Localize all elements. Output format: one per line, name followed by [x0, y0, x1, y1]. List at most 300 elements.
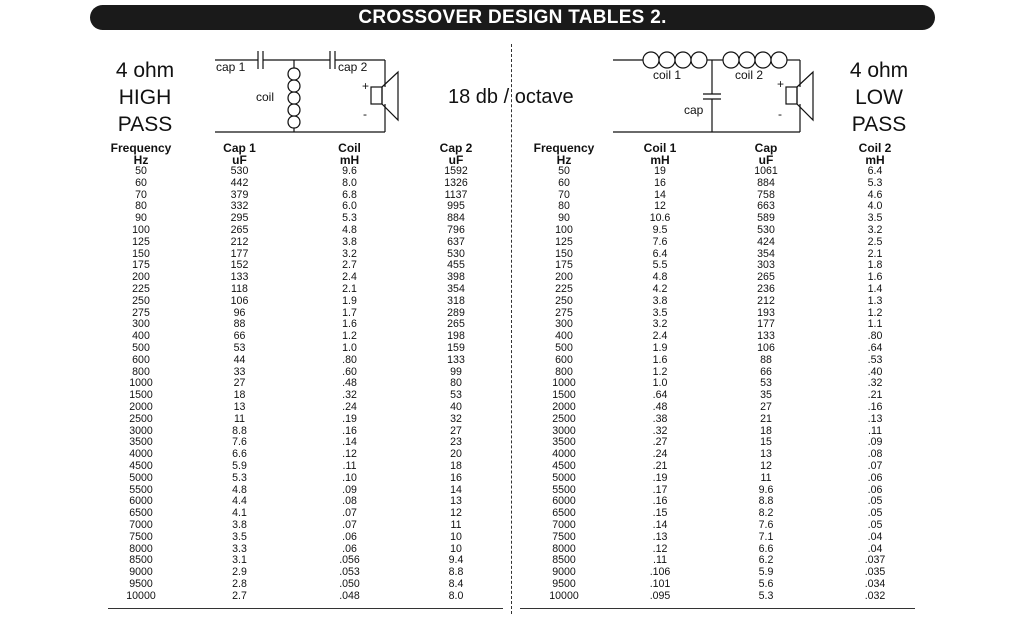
table-cell: 400 [132, 330, 150, 343]
table-cell: .40 [867, 365, 883, 378]
table-cell: 289 [447, 306, 465, 319]
table-row [518, 449, 928, 461]
table-cell: .12 [652, 542, 668, 555]
minus-sign: - [363, 107, 367, 121]
table-cell: 13 [450, 495, 462, 508]
table-cell: 2.7 [232, 589, 247, 602]
table-cell: .12 [342, 448, 357, 461]
table-cell: .053 [339, 566, 360, 579]
section-divider [511, 44, 512, 614]
table-cell: 175 [555, 259, 573, 272]
table-cell: 2000 [552, 400, 576, 413]
minus-sign: - [778, 107, 782, 121]
table-cell: 1.4 [867, 282, 883, 295]
table-cell: .048 [339, 589, 360, 602]
table-cell: 1500 [552, 389, 576, 402]
table-cell: 8500 [129, 554, 153, 567]
table-cell: 6.2 [758, 554, 774, 567]
table-row [518, 213, 928, 225]
table-cell: 1.2 [342, 330, 357, 343]
table-cell: .11 [342, 459, 357, 472]
table-cell: 9.6 [342, 165, 357, 177]
table-cell: 27 [760, 400, 772, 413]
table-cell: 4.1 [232, 507, 247, 520]
table-cell: 1592 [444, 165, 468, 177]
table-cell: .10 [342, 471, 357, 484]
table-cell: 1061 [754, 165, 778, 177]
table-row [100, 437, 510, 449]
table-cell: 1.9 [342, 294, 357, 307]
table-row [100, 414, 510, 426]
table-cell: 9000 [552, 566, 576, 579]
table-cell: 8.0 [448, 589, 464, 602]
table-cell: 53 [233, 341, 246, 354]
table-cell: 3.1 [232, 554, 247, 567]
table-row [100, 473, 510, 485]
table-cell: 1500 [129, 389, 153, 402]
table-cell: 100 [555, 223, 573, 236]
table-cell: 60 [558, 176, 570, 189]
table-row [100, 390, 510, 402]
table-row [100, 461, 510, 473]
table-cell: 6.4 [652, 247, 668, 260]
table-row [518, 437, 928, 449]
table-cell: 80 [558, 200, 570, 213]
table-cell: 265 [447, 318, 465, 331]
cap1-label: cap 1 [216, 60, 246, 74]
table-cell: 800 [132, 365, 150, 378]
table-cell: .05 [867, 507, 883, 520]
table-cell: .32 [342, 389, 357, 402]
table-cell: 11 [450, 518, 462, 531]
table-cell: .09 [342, 483, 357, 496]
table-cell: 10.6 [649, 212, 671, 225]
table-cell: 133 [757, 330, 775, 343]
table-cell: .08 [867, 448, 883, 461]
table-cell: .11 [868, 424, 882, 437]
table-cell: 5.3 [867, 176, 883, 189]
table-row [518, 414, 928, 426]
table-cell: 18 [450, 459, 462, 472]
column-header: Coil 2 mH [858, 141, 892, 167]
table-cell: 637 [447, 235, 465, 248]
table-cell: 2500 [129, 412, 153, 425]
table-cell: 14 [450, 483, 462, 496]
table-cell: 5.3 [758, 589, 774, 602]
table-cell: 14 [654, 188, 666, 201]
table-cell: 35 [760, 389, 772, 402]
table-cell: .06 [867, 483, 883, 496]
table-cell: 177 [230, 247, 249, 260]
table-cell: 884 [757, 176, 775, 189]
table-cell: 4500 [129, 459, 153, 472]
table-cell: 118 [231, 282, 248, 295]
table-cell: 3.5 [867, 212, 883, 225]
table-cell: 4000 [552, 448, 576, 461]
table-cell: .19 [342, 412, 357, 425]
table-row [518, 485, 928, 497]
table-cell: 7000 [129, 518, 153, 531]
table-row [100, 225, 510, 237]
table-row [100, 508, 510, 520]
table-cell: 8.8 [758, 495, 774, 508]
table-cell: 2.4 [652, 330, 668, 343]
table-cell: 758 [757, 188, 775, 201]
table-cell: 99 [450, 365, 462, 378]
table-cell: 1326 [444, 176, 468, 189]
table-cell: 4.0 [867, 200, 883, 213]
table-cell: 1.9 [652, 341, 668, 354]
table-cell: 1.1 [867, 318, 883, 331]
table-cell: .13 [867, 412, 883, 425]
table-cell: 6000 [552, 495, 576, 508]
table-cell: 6.4 [867, 165, 883, 177]
table-cell: .09 [867, 436, 883, 449]
table-cell: .037 [864, 554, 886, 567]
table-cell: 332 [230, 200, 249, 213]
table-cell: .032 [864, 589, 886, 602]
table-cell: 9.4 [448, 554, 464, 567]
coil2-winding [723, 52, 787, 60]
table-cell: .24 [652, 448, 668, 461]
table-cell: 1.0 [652, 377, 668, 390]
table-cell: .08 [342, 495, 357, 508]
table-cell: 50 [558, 165, 570, 177]
bottom-rule [108, 608, 503, 609]
table-cell: 884 [447, 212, 465, 225]
table-cell: 175 [132, 259, 150, 272]
table-row [518, 473, 928, 485]
table-cell: 7500 [552, 530, 576, 543]
table-cell: 530 [230, 165, 249, 177]
low-pass-label [834, 57, 924, 138]
table-cell: 44 [233, 353, 246, 366]
table-cell: .32 [652, 424, 668, 437]
high-pass-table [100, 143, 510, 602]
table-cell: .106 [649, 566, 671, 579]
table-cell: 12 [760, 459, 772, 472]
table-cell: 152 [230, 259, 249, 272]
table-cell: 150 [555, 247, 573, 260]
table-cell: 10000 [549, 589, 579, 602]
table-cell: 8000 [552, 542, 576, 555]
table-cell: .80 [867, 330, 883, 343]
table-cell: 442 [230, 176, 249, 189]
table-cell: .60 [342, 365, 357, 378]
table-cell: .16 [342, 424, 357, 437]
table-cell: 16 [450, 471, 462, 484]
table-cell: .050 [339, 577, 360, 590]
table-cell: 10000 [126, 589, 156, 602]
table-cell: 200 [555, 271, 573, 284]
table-cell: 5000 [552, 471, 576, 484]
table-cell: 9500 [552, 577, 576, 590]
table-cell: .14 [342, 436, 357, 449]
table-cell: 3.8 [342, 235, 357, 248]
table-cell: 4.6 [867, 188, 883, 201]
table-cell: 177 [757, 318, 775, 331]
plus-sign: + [362, 79, 370, 93]
table-cell: .48 [342, 377, 357, 390]
table-cell: 354 [447, 282, 465, 295]
table-cell: 9000 [129, 566, 153, 579]
table-row [100, 402, 510, 414]
table-cell: 159 [447, 341, 465, 354]
table-cell: 250 [555, 294, 573, 307]
table-cell: 7000 [552, 518, 576, 531]
table-cell: 33 [233, 365, 246, 378]
table-cell: 5.5 [652, 259, 668, 272]
table-row [100, 343, 510, 355]
page-title: CROSSOVER DESIGN TABLES 2. [90, 5, 935, 30]
table-cell: 5.3 [342, 212, 357, 225]
table-cell: 5500 [552, 483, 576, 496]
table-cell: .06 [867, 471, 883, 484]
table-cell: 4.8 [342, 223, 357, 236]
table-cell: 18 [760, 424, 772, 437]
table-cell: 193 [757, 306, 775, 319]
table-cell: .07 [867, 459, 883, 472]
table-cell: 80 [450, 377, 462, 390]
table-cell: 265 [230, 223, 249, 236]
high-pass-word2: PASS [117, 113, 173, 136]
table-cell: 3.3 [232, 542, 247, 555]
table-cell: .06 [342, 542, 357, 555]
table-row [518, 319, 928, 331]
table-cell: 3.8 [232, 518, 247, 531]
cap-label: cap [684, 103, 704, 117]
table-cell: 236 [757, 282, 775, 295]
table-cell: 600 [555, 353, 573, 366]
table-cell: 1.2 [652, 365, 668, 378]
table-cell: .06 [342, 530, 357, 543]
table-cell: .15 [652, 507, 668, 520]
table-cell: .07 [342, 518, 357, 531]
table-cell: 3500 [129, 436, 153, 449]
table-cell: 265 [757, 271, 775, 284]
table-cell: 50 [135, 165, 147, 177]
table-row [100, 378, 510, 390]
table-cell: .38 [652, 412, 668, 425]
table-row [518, 402, 928, 414]
table-cell: 106 [757, 341, 775, 354]
column-header: Cap 2 uF [439, 141, 473, 167]
table-row [518, 201, 928, 213]
table-cell: 8.4 [448, 577, 464, 590]
table-cell: 66 [233, 330, 246, 343]
table-cell: 8.8 [448, 566, 464, 579]
table-cell: 589 [757, 212, 775, 225]
table-cell: .80 [342, 353, 357, 366]
table-cell: .16 [652, 495, 668, 508]
table-cell: 796 [447, 223, 465, 236]
table-row [518, 579, 928, 591]
table-cell: 19 [654, 165, 666, 177]
table-row [100, 496, 510, 508]
table-cell: .11 [653, 554, 667, 567]
table-cell: 6.8 [342, 188, 357, 201]
table-cell: 1.0 [342, 341, 357, 354]
table-cell: 9500 [129, 577, 153, 590]
table-row [100, 520, 510, 532]
column-header: Coil mH [338, 141, 361, 167]
table-cell: 53 [760, 377, 772, 390]
table-cell: 318 [447, 294, 465, 307]
table-cell: 379 [230, 188, 249, 201]
table-cell: .056 [339, 554, 360, 567]
table-cell: .101 [649, 577, 671, 590]
table-row [100, 355, 510, 367]
table-cell: 1.8 [867, 259, 883, 272]
table-cell: 1137 [444, 188, 468, 201]
table-cell: 800 [555, 365, 573, 378]
table-row [518, 178, 928, 190]
table-cell: 530 [447, 247, 465, 260]
table-cell: 88 [233, 318, 246, 331]
table-cell: 303 [757, 259, 775, 272]
table-cell: 7.6 [232, 436, 247, 449]
table-cell: 3.5 [232, 530, 247, 543]
table-cell: .48 [652, 400, 668, 413]
table-row [518, 166, 928, 178]
table-cell: 8.0 [342, 176, 357, 189]
table-cell: 3.2 [342, 247, 357, 260]
table-cell: 1.6 [867, 271, 883, 284]
table-cell: 11 [234, 412, 245, 425]
table-cell: 53 [450, 389, 462, 402]
table-cell: 4000 [129, 448, 153, 461]
table-cell: 500 [132, 341, 150, 354]
table-cell: 16 [654, 176, 666, 189]
high-pass-impedance: 4 ohm [115, 59, 175, 82]
table-cell: .64 [867, 341, 883, 354]
table-cell: 212 [230, 235, 249, 248]
table-row [518, 367, 928, 379]
table-cell: 125 [555, 235, 573, 248]
table-row [100, 178, 510, 190]
table-cell: 995 [447, 200, 465, 213]
table-cell: 1.3 [867, 294, 883, 307]
table-cell: 5.9 [232, 459, 247, 472]
table-cell: 96 [233, 306, 246, 319]
table-row [518, 225, 928, 237]
table-cell: 12 [654, 200, 666, 213]
table-cell: .095 [649, 589, 671, 602]
table-cell: 6500 [129, 507, 153, 520]
table-cell: 295 [230, 212, 249, 225]
table-cell: 7.6 [758, 518, 774, 531]
table-cell: 275 [132, 306, 150, 319]
bottom-rule [520, 608, 915, 609]
low-pass-word2: PASS [851, 113, 907, 136]
table-row [518, 426, 928, 438]
table-cell: 106 [230, 294, 249, 307]
column-header: Cap uF [754, 141, 778, 167]
column-header: Cap 1 uF [223, 141, 256, 167]
coil-label: coil [256, 90, 275, 104]
table-cell: 21 [760, 412, 772, 425]
table-cell: 27 [450, 424, 462, 437]
table-cell: 15 [760, 436, 772, 449]
table-row [518, 296, 928, 308]
low-pass-schematic [608, 40, 838, 140]
table-cell: .21 [867, 389, 883, 402]
table-row [518, 260, 928, 272]
table-cell: 7.1 [758, 530, 774, 543]
table-cell: 133 [230, 271, 249, 284]
table-cell: 32 [450, 412, 462, 425]
table-row [100, 367, 510, 379]
table-cell: 18 [233, 389, 246, 402]
table-cell: 500 [555, 341, 573, 354]
table-cell: 3000 [129, 424, 153, 437]
table-cell: 6.6 [758, 542, 774, 555]
table-cell: 100 [132, 223, 150, 236]
table-cell: 2000 [129, 400, 153, 413]
table-cell: 150 [132, 247, 150, 260]
table-cell: 424 [757, 235, 775, 248]
table-cell: 1.2 [867, 306, 883, 319]
table-cell: 5.3 [232, 471, 247, 484]
table-row [100, 532, 510, 544]
table-row [100, 485, 510, 497]
table-cell: 4.4 [232, 495, 247, 508]
table-cell: 8.8 [232, 424, 247, 437]
table-cell: 3.5 [652, 306, 668, 319]
table-cell: 6000 [129, 495, 153, 508]
table-cell: .17 [652, 483, 668, 496]
table-cell: 1.6 [652, 353, 668, 366]
table-cell: .27 [652, 436, 668, 449]
table-cell: 2500 [552, 412, 576, 425]
table-cell: 275 [555, 306, 573, 319]
table-row [518, 520, 928, 532]
coil-winding [288, 68, 294, 128]
coil2-label: coil 2 [735, 68, 764, 82]
table-cell: 10 [450, 530, 462, 543]
table-cell: 7500 [129, 530, 153, 543]
table-cell: .53 [867, 353, 883, 366]
table-row [518, 355, 928, 367]
table-cell: 80 [135, 200, 147, 213]
table-cell: 354 [757, 247, 775, 260]
table-cell: .16 [867, 400, 883, 413]
table-cell: 66 [760, 365, 772, 378]
table-row [518, 496, 928, 508]
table-cell: 5.9 [758, 566, 774, 579]
table-cell: 8500 [552, 554, 576, 567]
table-cell: .14 [652, 518, 668, 531]
table-cell: 400 [555, 330, 573, 343]
table-cell: .04 [867, 542, 883, 555]
table-row [100, 284, 510, 296]
table-cell: 12 [450, 507, 462, 520]
table-row [100, 579, 510, 591]
table-row [100, 237, 510, 249]
table-cell: 5000 [129, 471, 153, 484]
column-header: Coil 1 mH [643, 141, 677, 167]
table-cell: 530 [757, 223, 775, 236]
table-cell: .04 [867, 530, 883, 543]
table-cell: .05 [867, 518, 883, 531]
table-cell: .13 [652, 530, 668, 543]
table-cell: 6.0 [342, 200, 357, 213]
table-cell: 1000 [552, 377, 576, 390]
slope-label: 18 db / octave [448, 86, 574, 108]
table-cell: 27 [233, 377, 246, 390]
table-cell: 225 [555, 282, 573, 295]
table-cell: 11 [760, 471, 772, 484]
